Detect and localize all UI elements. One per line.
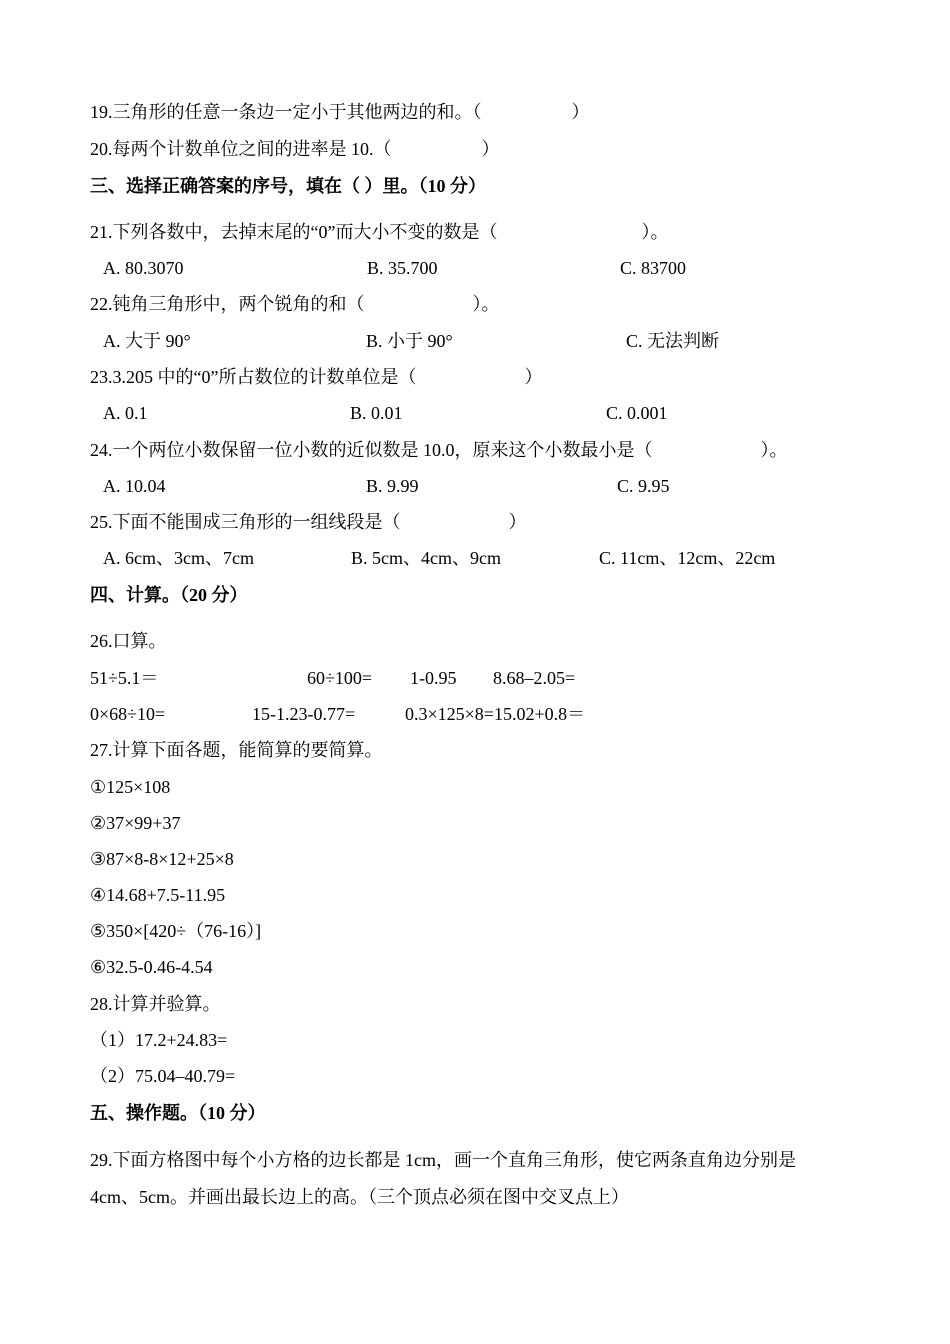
question-26-stem: 26.口算。: [90, 631, 167, 651]
question-22-option-c: C. 无法判断: [626, 331, 720, 351]
question-23-option-c: C. 0.001: [606, 403, 668, 423]
question-25-option-c: C. 11cm、12cm、22cm: [599, 548, 776, 568]
question-27-stem: 27.计算下面各题，能简算的要简算。: [90, 740, 383, 760]
question-22-option-a: A. 大于 90°: [103, 331, 191, 351]
oral-calc-item: 15-1.23-0.77=: [252, 704, 356, 724]
question-25-option-b: B. 5cm、4cm、9cm: [351, 548, 501, 568]
question-23-option-a: A. 0.1: [103, 403, 148, 423]
question-21-option-c: C. 83700: [620, 258, 687, 278]
oral-calc-item: 60÷100=: [307, 668, 373, 688]
calc-item: ⑥32.5-0.46-4.54: [90, 957, 213, 977]
oral-calc-item: 0.3×125×8=15.02+0.8＝: [405, 704, 586, 724]
question-24-option-a: A. 10.04: [103, 476, 166, 496]
oral-calc-item: 8.68–2.05=: [493, 668, 576, 688]
verify-item: （1）17.2+24.83=: [90, 1030, 228, 1050]
calc-item: ②37×99+37: [90, 813, 181, 833]
question-29-line-2: 4cm、5cm。并画出最长边上的高。（三个顶点必须在图中交叉点上）: [90, 1187, 629, 1207]
question-21-stem: 21.下列各数中，去掉末尾的“0”而大小不变的数是（ ）。: [90, 222, 669, 242]
calc-item: ⑤350×[420÷（76-16）]: [90, 921, 262, 941]
calc-item: ④14.68+7.5-11.95: [90, 885, 226, 905]
question-25-option-a: A. 6cm、3cm、7cm: [103, 548, 254, 568]
question-28-stem: 28.计算并验算。: [90, 994, 221, 1014]
section-3-heading: 三、选择正确答案的序号，填在（ ）里。（10 分）: [90, 176, 486, 196]
section-4-heading: 四、计算。（20 分）: [90, 585, 248, 605]
question-24-stem: 24.一个两位小数保留一位小数的近似数是 10.0，原来这个小数最小是（ ）。: [90, 440, 788, 460]
question-24-option-b: B. 9.99: [366, 476, 419, 496]
question-22-stem: 22.钝角三角形中，两个锐角的和（ ）。: [90, 294, 500, 314]
question-19: 19.三角形的任意一条边一定小于其他两边的和。（ ）: [90, 102, 590, 122]
question-25-stem: 25.下面不能围成三角形的一组线段是（ ）: [90, 512, 527, 532]
section-5-heading: 五、操作题。（10 分）: [90, 1103, 266, 1123]
question-21-option-a: A. 80.3070: [103, 258, 184, 278]
oral-calc-item: 1-0.95: [410, 668, 457, 688]
question-21-option-b: B. 35.700: [367, 258, 438, 278]
question-20: 20.每两个计数单位之间的进率是 10.（ ）: [90, 139, 500, 159]
oral-calc-item: 0×68÷10=: [90, 704, 166, 724]
question-22-option-b: B. 小于 90°: [366, 331, 453, 351]
verify-item: （2）75.04–40.79=: [90, 1066, 236, 1086]
question-23-stem: 23.3.205 中的“0”所占数位的计数单位是（ ）: [90, 367, 543, 387]
calc-item: ①125×108: [90, 777, 171, 797]
calc-item: ③87×8-8×12+25×8: [90, 849, 234, 869]
question-24-option-c: C. 9.95: [617, 476, 670, 496]
question-29-line-1: 29.下面方格图中每个小方格的边长都是 1cm，画一个直角三角形，使它两条直角边分别是: [90, 1150, 796, 1170]
oral-calc-item: 51÷5.1＝: [90, 668, 159, 688]
question-23-option-b: B. 0.01: [350, 403, 403, 423]
